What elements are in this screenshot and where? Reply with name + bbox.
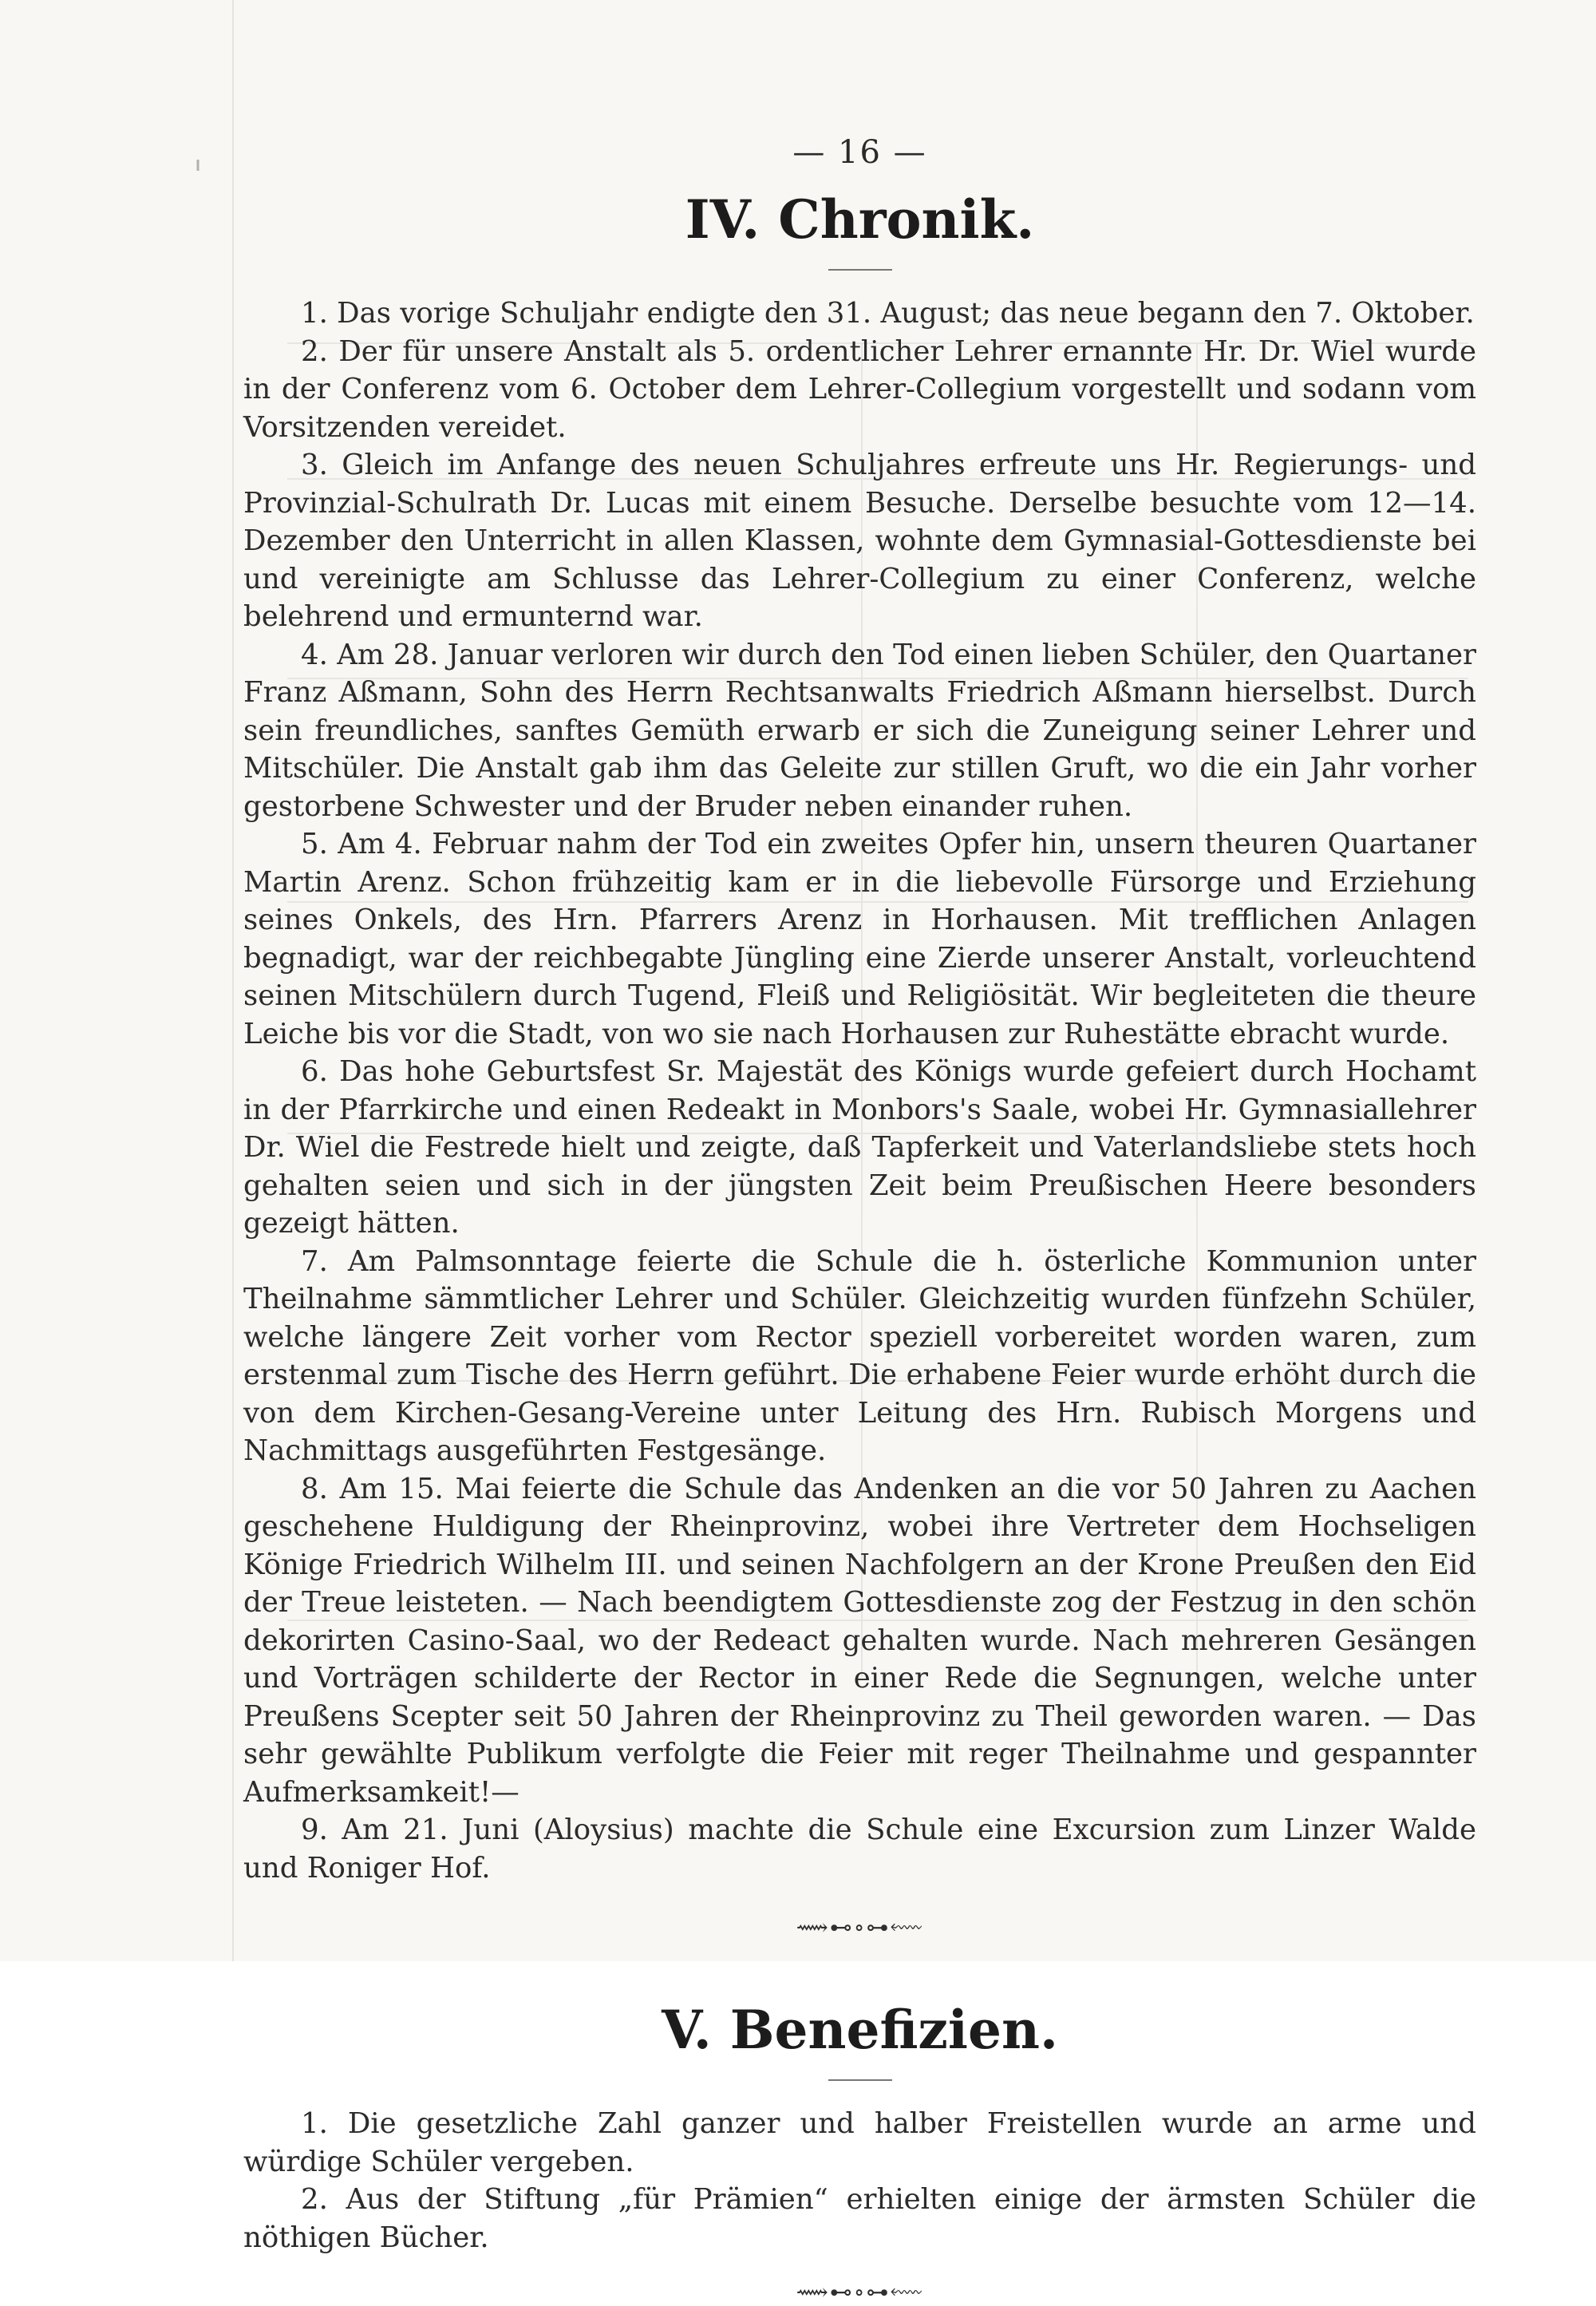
entry-number: 7. (301, 1244, 328, 1278)
entry-number: 1. (301, 2107, 328, 2141)
entry-text: Aus der Stiftung „für Prämien“ erhielten einige der ärmsten Schüler die nöthigen Bücher. (243, 2183, 1476, 2254)
chronicle-entry-9 (243, 1811, 1476, 1887)
entry-text: Am Palmsonntage feierte die Schule die h. österliche Kommunion unter Theilnahme sämmtlicher Lehrer und Schüler. Gleichzeitig wurden fünfzehn Schüler, welche längere Zeit vorher vom Rector speziell vorbereitet worden waren, zum erstenmal zum Tische des Herrn geführt. Die erhabene Feier wurde erhöht durch die von dem Kirchen-Gesang-Vereine unter Leitung des Hrn. Rubisch Morgens und Nachmittags ausgeführten Festgesänge. (243, 1244, 1476, 1468)
entry-number: 5. (301, 828, 328, 861)
chronicle-entry-3 (243, 446, 1476, 636)
section-ornament: ⟿⊷∘⊶⬳ (796, 1914, 924, 1941)
entry-text: Gleich im Anfange des neuen Schuljahres erfreute uns Hr. Regierungs- und Provinzial-Schulrath Dr. Lucas mit einem Besuche. Derselbe besuchte vom 12—14. Dezember den Unterricht in allen Klassen, wohnte dem Gymnasial-Gottesdienste bei und vereinigte am Schlusse das Lehrer-Collegium zu einer Conferenz, welche belehrend und ermunternd war. (243, 449, 1476, 634)
title-rule (828, 2079, 892, 2081)
entry-number: 1. (301, 297, 328, 330)
title-rule (828, 269, 892, 271)
entry-text: Die gesetzliche Zahl ganzer und halber Freistellen wurde an arme und würdige Schüler vergeben. (243, 2107, 1476, 2178)
chronicle-entry-6 (243, 1053, 1476, 1243)
entry-text: Am 28. Januar verloren wir durch den Tod einen lieben Schüler, den Quartaner Franz Aßmann, Sohn des Herrn Rechtsanwalts Friedrich Aßmann hierselbst. Durch sein freundliches, sanftes Gemüth erwarb er sich die Zuneigung seiner Lehrer und Mitschüler. Die Anstalt gab ihm das Geleite zur stillen Gruft, wo die ein Jahr vorher gestorbene Schwester und der Bruder neben einander ruhen. (243, 638, 1476, 823)
entry-number: 4. (301, 638, 328, 671)
entry-number: 6. (301, 1055, 328, 1089)
benefits-title: V. Benefizien. (662, 1999, 1058, 2062)
benefits-entry-2 (243, 2181, 1476, 2257)
entry-text: Am 15. Mai feierte die Schule das Andenken an die vor 50 Jahren zu Aachen geschehene Huldigung der Rheinprovinz, wobei ihre Vertreter dem Hochseligen Könige Friedrich Wilhelm III. und seinen Nachfolgern an der Krone Preußen den Eid der Treue leisteten. — Nach beendigtem Gottesdienste zog der Festzug in den schön dekorirten Casino-Saal, wo der Redeact gehalten wurde. Nach mehreren Gesängen und Vorträgen schilderte der Rector in einer Rede die Segnungen, welche unter Preußens Scepter seit 50 Jahren der Rheinprovinz zu Theil geworden waren. — Das sehr gewählte Publikum verfolgte die Feier mit reger Theilnahme und gespannter Aufmerksamkeit!— (243, 1472, 1476, 1809)
entry-number: 2. (301, 2183, 328, 2217)
main-content (243, 134, 1476, 2306)
entry-number: 9. (301, 1814, 328, 1847)
entry-text: Am 4. Februar nahm der Tod ein zweites Opfer hin, unsern theuren Quartaner Martin Arenz. Schon frühzeitig kam er in die liebevolle Fürsorge und Erziehung seines Onkels, des Hrn. Pfarrers Arenz in Horhausen. Mit trefflichen Anlagen begnadigt, war der reichbegabte Jüngling eine Zierde unserer Anstalt, vorleuchtend seinen Mitschülern durch Tugend, Fleiß und Religiösität. Wir begleiteten die theure Leiche bis vor die Stadt, von wo sie nach Horhausen zur Ruhestätte ebracht wurde. (243, 828, 1476, 1050)
chronicle-list (243, 295, 1476, 1887)
entry-text: Der für unsere Anstalt als 5. ordentlicher Lehrer ernannte Hr. Dr. Wiel wurde in der Conferenz vom 6. October dem Lehrer-Collegium vorgestellt und sodann vom Vorsitzenden vereidet. (243, 334, 1476, 444)
chronicle-entry-5 (243, 825, 1476, 1053)
chronicle-entry-7 (243, 1243, 1476, 1470)
chronicle-entry-2 (243, 333, 1476, 447)
entry-number: 3. (301, 449, 328, 482)
chronicle-entry-8 (243, 1470, 1476, 1812)
benefits-entry-1 (243, 2105, 1476, 2181)
entry-number: 8. (301, 1472, 328, 1505)
page-number: — 16 — (792, 134, 927, 171)
chronicle-entry-4 (243, 636, 1476, 826)
entry-text: Am 21. Juni (Aloysius) machte die Schule eine Excursion zum Linzer Walde und Roniger Hof. (243, 1814, 1476, 1885)
entry-text: Das hohe Geburtsfest Sr. Majestät des Königs wurde gefeiert durch Hochamt in der Pfarrkirche und einen Redeakt in Monbors's Saale, wobei Hr. Gymnasiallehrer Dr. Wiel die Festrede hielt und zeigte, daß Tapferkeit und Vaterlandsliebe stets hoch gehalten seien und sich in der jüngsten Zeit beim Preußischen Heere besonders gezeigt hätten. (243, 1055, 1476, 1240)
chronicle-entry-1 (243, 295, 1476, 333)
benefits-list (243, 2105, 1476, 2257)
chronicle-title: IV. Chronik. (685, 188, 1035, 251)
entry-text: Das vorige Schuljahr endigte den 31. August; das neue begann den 7. Oktober. (337, 297, 1475, 330)
closing-ornament: ⟿⊷∘⊶⬳ (796, 2279, 924, 2306)
entry-number: 2. (301, 334, 328, 368)
